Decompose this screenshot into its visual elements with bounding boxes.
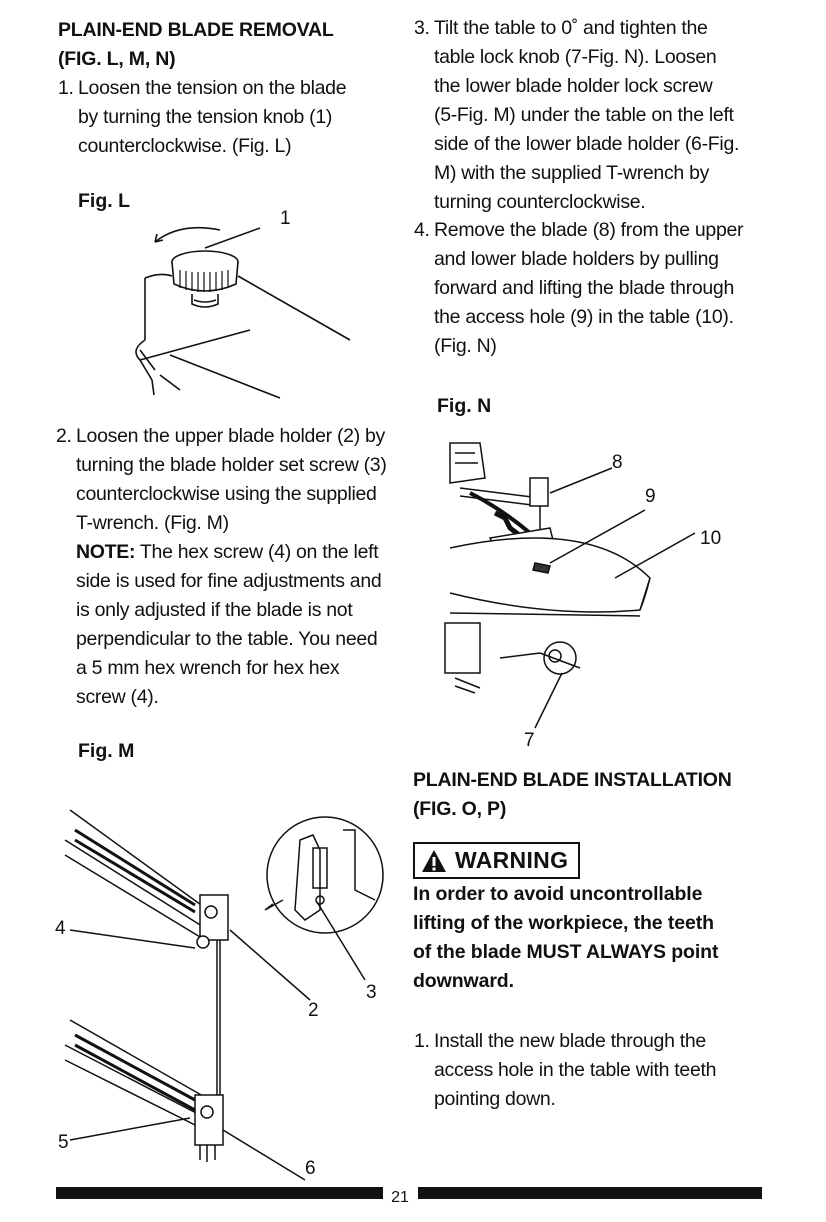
arm-top-right [238, 276, 350, 340]
step-line: turning counterclockwise. [434, 191, 646, 213]
step-line: Remove the blade (8) from the upper [434, 219, 744, 241]
step-line: side of the lower blade holder (6-Fig. [434, 133, 740, 155]
step-line: pointing down. [434, 1088, 556, 1110]
installation-heading [413, 766, 793, 824]
upper-arm [65, 810, 215, 940]
callout-1: 1 [280, 208, 291, 229]
step-line: Loosen the tension on the blade [78, 77, 347, 99]
callout-10-leader [615, 533, 695, 578]
callout-5: 5 [58, 1132, 69, 1153]
callout-2: 2 [308, 1000, 319, 1021]
removal-heading-line2: (FIG. L, M, N) [58, 48, 176, 70]
step-line: T-wrench. (Fig. M) [76, 512, 229, 534]
callout-8: 8 [612, 452, 623, 473]
note-line: screw (4). [76, 686, 159, 708]
step-line: counterclockwise. (Fig. L) [78, 135, 292, 157]
warning-line: downward. [413, 970, 514, 992]
step-line: access hole in the table with teeth [434, 1059, 717, 1081]
step-number: 4. [414, 219, 430, 241]
warning-banner [413, 842, 580, 879]
installation-heading-line2: (FIG. O, P) [413, 798, 507, 820]
note-line: side is used for fine adjustments and [76, 570, 382, 592]
warning-triangle-icon [421, 849, 447, 873]
step-line: M) with the supplied T-wrench by [434, 162, 710, 184]
removal-step-4 [414, 216, 804, 361]
fig-l-label: Fig. L [78, 190, 130, 212]
fig-n-label: Fig. N [437, 395, 492, 417]
step-number: 1. [58, 77, 74, 99]
warning-label: WARNING [455, 847, 569, 873]
blade [217, 940, 220, 1100]
step-number: 3. [414, 17, 430, 39]
fig-l-illustration [110, 200, 380, 410]
callout-9: 9 [645, 486, 656, 507]
callout-6-leader [223, 1130, 305, 1180]
step-line: Loosen the upper blade holder (2) by [76, 425, 386, 447]
lower-arm [65, 1020, 210, 1130]
lower-blade-holder [195, 1095, 223, 1145]
note-line [76, 538, 421, 567]
callout-10: 10 [700, 528, 722, 549]
callout-2-leader [230, 930, 310, 1000]
removal-step-2 [56, 422, 421, 712]
installation-step-1 [414, 1027, 804, 1114]
warning-line: lifting of the workpiece, the teeth [413, 912, 714, 934]
callout-4: 4 [55, 918, 66, 939]
removal-step-1 [58, 74, 418, 161]
page-number: 21 [391, 1189, 409, 1206]
hand-outline [136, 340, 154, 395]
callout-1-leader [205, 228, 260, 248]
upper-blade-holder [530, 478, 548, 506]
step-line: table lock knob (7-Fig. N). Loosen [434, 46, 717, 68]
warning-line: of the blade MUST ALWAYS point [413, 941, 719, 963]
base-housing [445, 623, 480, 673]
callout-3: 3 [366, 982, 377, 1003]
callout-7: 7 [524, 730, 535, 751]
note-line: perpendicular to the table. You need [76, 628, 378, 650]
step-line: counterclockwise using the supplied [76, 483, 377, 505]
note-line: a 5 mm hex wrench for hex hex [76, 657, 340, 679]
step-line: forward and lifting the blade through [434, 277, 735, 299]
callout-5-leader [70, 1118, 190, 1140]
note-text: The hex screw (4) on the left [135, 541, 379, 563]
removal-heading-line1: PLAIN-END BLADE REMOVAL [58, 19, 334, 41]
step-line: the lower blade holder lock screw [434, 75, 713, 97]
step-number: 1. [414, 1030, 430, 1052]
arm-top-left [145, 274, 172, 278]
callout-4-leader [70, 930, 195, 948]
removal-step-3 [414, 14, 804, 217]
fig-m-label: Fig. M [78, 740, 135, 762]
step-line: (5-Fig. M) under the table on the left [434, 104, 734, 126]
step-line: by turning the tension knob (1) [78, 106, 333, 128]
fig-m-illustration [55, 800, 390, 1190]
footer-bar-left [56, 1187, 383, 1199]
step-line: (Fig. N) [434, 335, 497, 357]
callout-7-leader [535, 673, 562, 728]
step-line: and lower blade holders by pulling [434, 248, 719, 270]
fig-n-illustration [440, 438, 730, 738]
callout-8-leader [550, 468, 612, 493]
warning-text [413, 880, 793, 996]
rotation-arrow [155, 228, 220, 242]
warning-line: In order to avoid uncontrollable [413, 883, 703, 905]
note-label: NOTE: [76, 541, 136, 563]
footer-bar-right [418, 1187, 762, 1199]
step-line: the access hole (9) in the table (10). [434, 306, 734, 328]
step-line: Tilt the table to 0˚ and tighten the [434, 17, 708, 39]
removal-heading [58, 16, 418, 74]
step-line: Install the new blade through the [434, 1030, 706, 1052]
step-line: turning the blade holder set screw (3) [76, 454, 387, 476]
upper-arm [460, 488, 540, 506]
step-number: 2. [56, 425, 72, 447]
note-line: is only adjusted if the blade is not [76, 599, 353, 621]
hex-screw [197, 936, 209, 948]
callout-6: 6 [305, 1158, 316, 1179]
installation-heading-line1: PLAIN-END BLADE INSTALLATION [413, 769, 732, 791]
arm-lower-edges [140, 330, 280, 398]
